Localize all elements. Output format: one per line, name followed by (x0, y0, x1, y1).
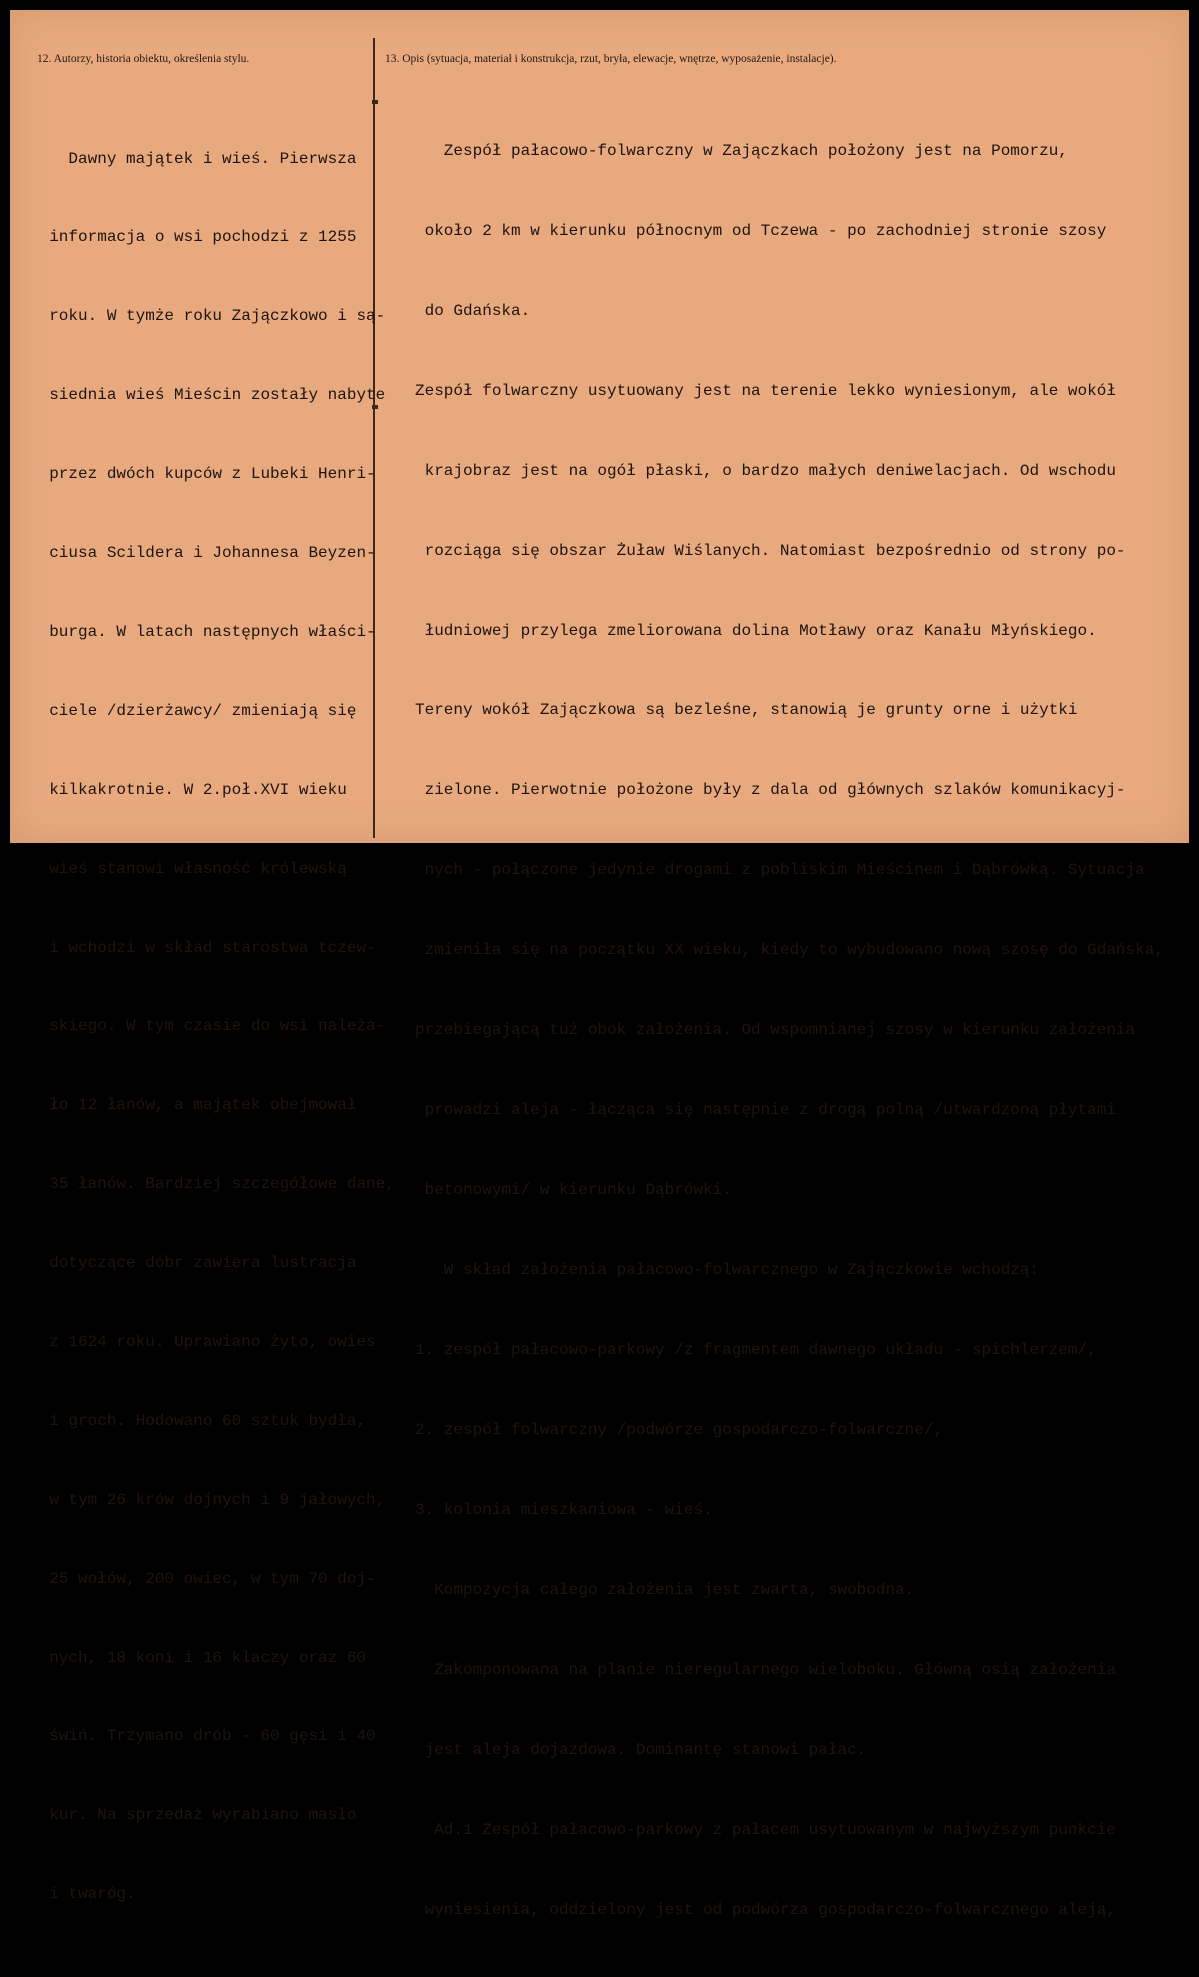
text-line: kur. Na sprzedaż wyrabiano masło (30, 1806, 357, 1825)
text-line: do Gdańska. (415, 301, 531, 320)
text-line: przez dwóch kupców z Lubeki Henri- (30, 465, 376, 484)
text-line: wyniesienia, oddzielony jest od podwórza gospodarczo-folwarcznego aleją, (415, 1901, 1116, 1920)
text-line: nych, 18 koni i 16 klaczy oraz 60 (30, 1648, 367, 1667)
text-line: około 2 km w kierunku północnym od Tczewa - po zachodniej stronie szosy (415, 221, 1107, 240)
text-line: Dawny majątek i wieś. Pierwsza (30, 149, 357, 168)
text-line: 25 wołów, 200 owiec, w tym 70 doj- (30, 1569, 376, 1588)
text-line: krajobraz jest na ogół płaski, o bardzo małych deniwelacjach. Od wschodu (415, 461, 1116, 480)
text-line: i twaróg. (30, 1885, 136, 1904)
text-line: prowadzi aleja - łącząca się następnie z drogą polną /utwardzoną płytami (415, 1101, 1116, 1120)
text-line: wieś stanowi własność królewską (30, 859, 347, 878)
text-line: 2. zespół folwarczny /podwórze gospodarczo-folwarczne/, (415, 1421, 944, 1440)
text-line: świń. Trzymano drób - 60 gęsi i 40 (30, 1727, 376, 1746)
text-line: betonowymi/ w kierunku Dąbrówki. (415, 1181, 732, 1200)
text-line: 35 łanów. Bardziej szczegółowe dane, (30, 1175, 395, 1194)
description-text (415, 85, 1164, 1977)
text-line: i wchodzi w skład starostwa tczew- (30, 938, 376, 957)
text-line: nych - połączone jedynie drogami z pobliskim Mieścinem i Dąbrówką. Sytuacja (415, 861, 1145, 880)
text-line: w tym 26 krów dojnych i 9 jałowych, (30, 1490, 386, 1509)
text-line: Zespół folwarczny usytuowany jest na terenie lekko wyniesionym, ale wokół (415, 381, 1116, 400)
text-line: 1. zespół pałacowo-parkowy /z fragmentem dawnego układu - spichlerzem/, (415, 1341, 1097, 1360)
text-line: W skład założenia pałacowo-folwarcznego w Zajączkowie wchodzą: (415, 1261, 1040, 1280)
text-line: burga. W latach następnych właści- (30, 622, 376, 641)
text-line: z 1624 roku. Uprawiano żyto, owies (30, 1332, 376, 1351)
text-line: przebiegającą tuż obok założenia. Od wspomnianej szosy w kierunku założenia (415, 1021, 1136, 1040)
text-line: rozciąga się obszar Żuław Wiślanych. Natomiast bezpośrednio od strony po- (415, 541, 1126, 560)
text-line: informacja o wsi pochodzi z 1255 (30, 228, 357, 247)
text-line: jest aleja dojazdowa. Dominantę stanowi pałac. (415, 1741, 867, 1760)
text-line: łudniowej przylega zmeliorowana dolina Motławy oraz Kanału Młyńskiego. (415, 621, 1097, 640)
history-text (30, 93, 395, 1960)
text-line: kilkakrotnie. W 2.poł.XVI wieku (30, 780, 347, 799)
text-line: Ad.1 Zespół pałacowo-parkowy z pałacem usytuowanym w najwyższym punkcie (415, 1821, 1116, 1840)
section-12-header: 12. Autorzy, historia obiektu, określenia stylu. (37, 53, 250, 65)
text-line: Zespół pałacowo-folwarczny w Zajączkach położony jest na Pomorzu, (415, 141, 1068, 160)
text-line: ciele /dzierżawcy/ zmieniają się (30, 701, 357, 720)
text-line: roku. W tymże roku Zajączkowo i są- (30, 307, 386, 326)
text-line: i groch. Hodowano 60 sztuk bydła, (30, 1411, 367, 1430)
text-line: siednia wieś Mieścin zostały nabyte (30, 386, 386, 405)
text-line: zielone. Pierwotnie położone były z dala od głównych szlaków komunikacyj- (415, 781, 1126, 800)
text-line: zmieniła się na początku XX wieku, kiedy to wybudowano nową szosę do Gdańska, (415, 941, 1164, 960)
text-line: ło 12 łanów, a majątek obejmował (30, 1096, 357, 1115)
text-line: 3. kolonia mieszkaniowa - wieś. (415, 1501, 713, 1520)
section-13-header: 13. Opis (sytuacja, materiał i konstrukcja, rzut, bryła, elewacje, wnętrze, wyposażenie, instalacje). (385, 53, 837, 65)
document-card (10, 10, 1189, 1920)
text-line: skiego. W tym czasie do wsi należa- (30, 1017, 386, 1036)
text-line: Tereny wokół Zajączkowa są bezleśne, stanowią je grunty orne i użytki (415, 701, 1078, 720)
text-line: dotyczące dóbr zawiera lustracja (30, 1254, 357, 1273)
text-line: Zakomponowana na planie nieregularnego wieloboku. Główną osią założenia (415, 1661, 1116, 1680)
text-line: Kompozycja całego założenia jest zwarta, swobodna. (415, 1581, 915, 1600)
text-line: ciusa Scildera i Johannesa Beyzen- (30, 544, 376, 563)
